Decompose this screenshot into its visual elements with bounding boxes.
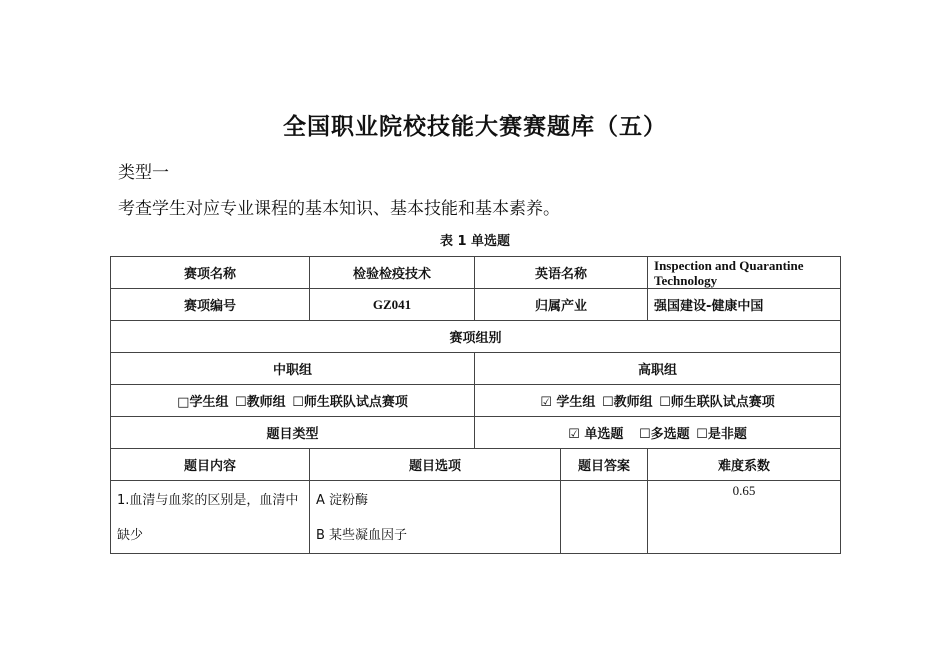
event-name-label: 赛项名称 (111, 257, 310, 289)
table-row (111, 353, 841, 385)
checkbox-joint-team[interactable]: ☐师生联队试点赛项 (659, 395, 775, 410)
question-type-label: 题目类型 (111, 417, 475, 449)
checkbox-teacher[interactable]: ☐教师组 (234, 395, 286, 410)
question-content: 1.血清与血浆的区别是，血清中缺少 (111, 481, 310, 554)
secondary-group-label: 中职组 (111, 353, 475, 385)
checkbox-student-checked[interactable]: ☑ 学生组 (540, 395, 596, 410)
question-table (110, 256, 841, 554)
higher-group-label: 高职组 (475, 353, 841, 385)
column-header-content: 题目内容 (111, 449, 310, 481)
checkbox-teacher[interactable]: ☐教师组 (601, 395, 653, 410)
checkbox-multiple-choice[interactable]: ☐多选题 (638, 427, 690, 442)
table-row (111, 481, 841, 554)
checkbox-student[interactable]: □学生组 (177, 395, 229, 410)
table-row (111, 385, 841, 417)
option-a: A 淀粉酶 (316, 493, 369, 508)
column-header-options: 题目选项 (310, 449, 561, 481)
industry-value: 强国建设-健康中国 (648, 289, 841, 321)
event-name-value: 检验检疫技术 (310, 257, 475, 289)
question-difficulty: 0.65 (648, 481, 841, 554)
english-name-label: 英语名称 (475, 257, 648, 289)
secondary-group-options (111, 385, 475, 417)
event-code-label: 赛项编号 (111, 289, 310, 321)
description: 考查学生对应专业课程的基本知识、基本技能和基本素养。 (118, 199, 560, 219)
checkbox-true-false[interactable]: ☐是非题 (696, 427, 747, 442)
table-row (111, 289, 841, 321)
question-answer (561, 481, 648, 554)
table-row (111, 321, 841, 353)
checkbox-joint-team[interactable]: ☐师生联队试点赛项 (292, 395, 408, 410)
column-header-answer: 题目答案 (561, 449, 648, 481)
industry-label: 归属产业 (475, 289, 648, 321)
type-label: 类型一 (118, 163, 169, 183)
group-header: 赛项组别 (111, 321, 841, 353)
english-name-value: Inspection and Quarantine Technology (648, 257, 841, 289)
higher-group-options (475, 385, 841, 417)
table-row (111, 417, 841, 449)
table-row (111, 449, 841, 481)
question-type-options (475, 417, 841, 449)
checkbox-single-choice[interactable]: ☑ 单选题 (568, 427, 624, 442)
event-code-value: GZ041 (310, 289, 475, 321)
column-header-difficulty: 难度系数 (648, 449, 841, 481)
question-options (310, 481, 561, 554)
option-b: B 某些凝血因子 (316, 528, 408, 543)
table-caption: 表 1 单选题 (439, 234, 511, 249)
table-row (111, 257, 841, 289)
page-title: 全国职业院校技能大赛赛题库（五） (283, 114, 667, 140)
